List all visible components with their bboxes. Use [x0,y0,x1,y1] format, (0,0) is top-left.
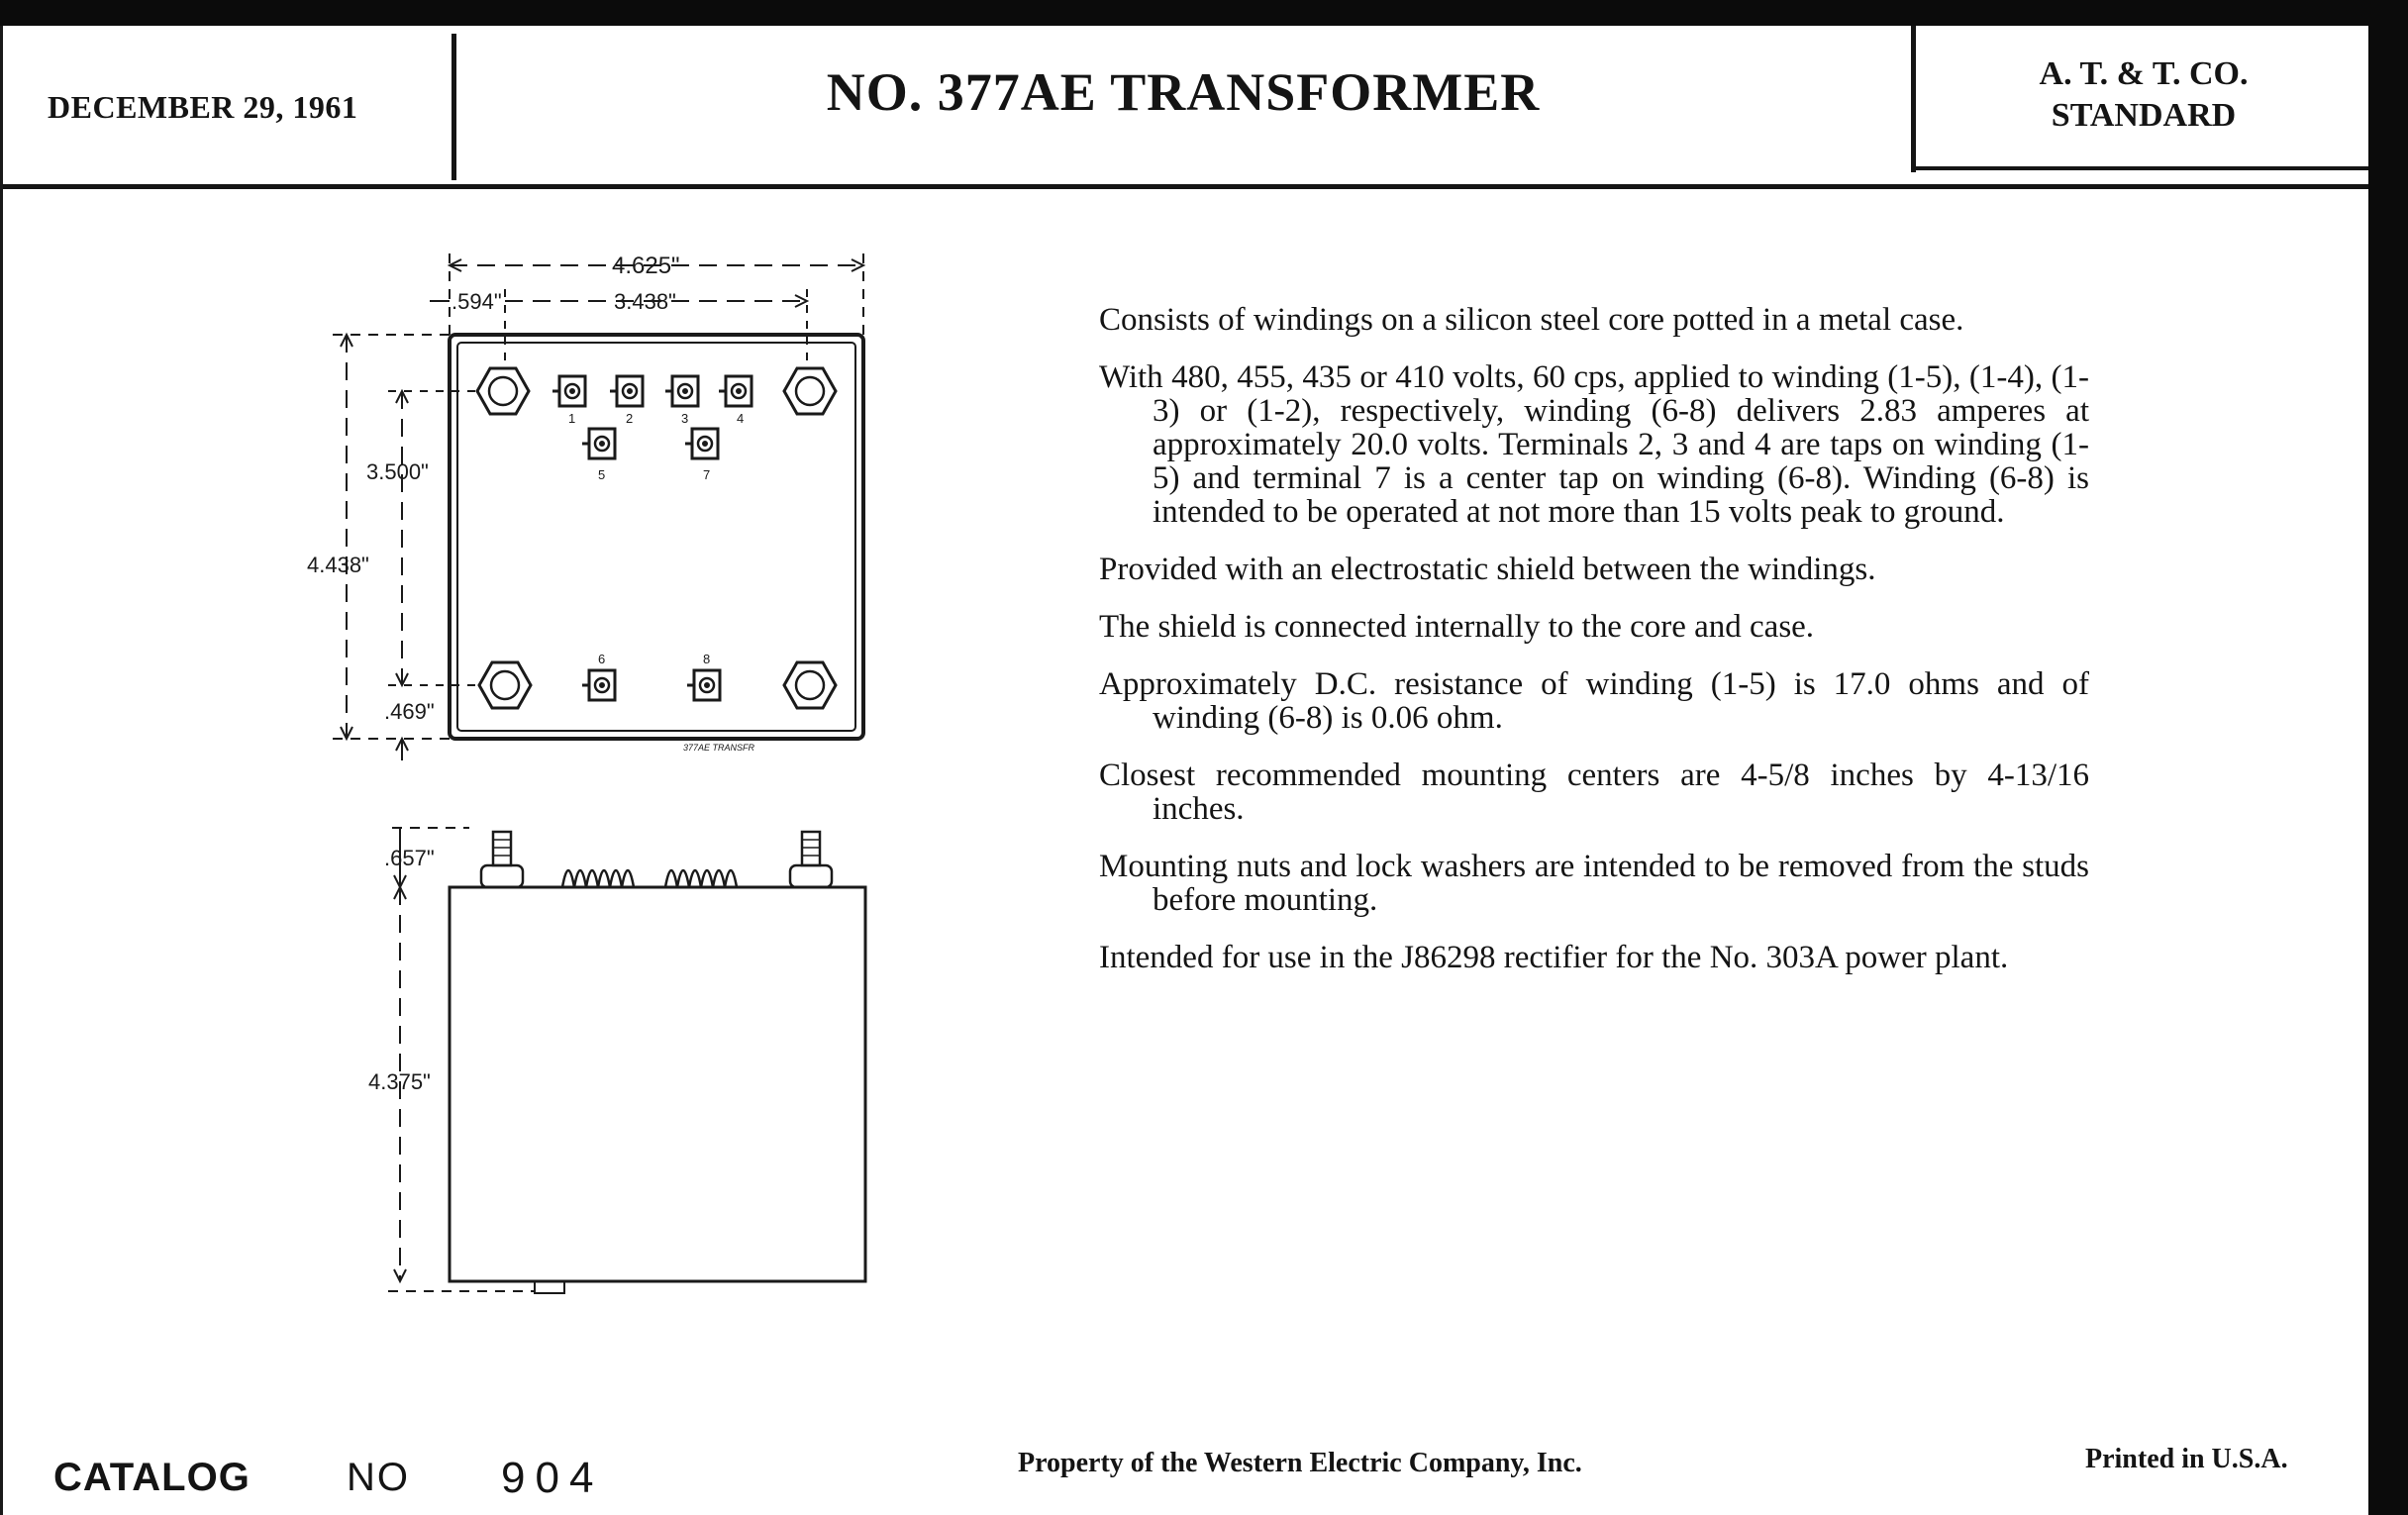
description-paragraph-8: Intended for use in the J86298 rectifier for the No. 303A power plant. [1099,940,2009,975]
description-paragraph-3: Provided with an electrostatic shield between the windings. [1099,552,1876,587]
description-paragraph-7: Mounting nuts and lock washers are intended to be removed from the studs before mounting. [1099,849,2089,918]
case-side-outline [450,887,865,1281]
terminal-4 [719,376,752,406]
description-paragraph-6: Closest recommended mounting centers are 4-5/8 inches by 4-13/16 inches. [1099,758,2089,827]
dim-centers-height: 3.500" [366,459,429,484]
description-paragraph-1: Consists of windings on a silicon steel core potted in a metal case. [1099,302,1964,338]
mounting-stud-top-left [477,368,529,414]
mounting-stud-bottom-right [784,662,836,708]
catalog-label: CATALOG [53,1456,251,1499]
page-title: NO. 377AE TRANSFORMER [826,62,1541,122]
terminal-label-8: 8 [703,652,711,666]
catalog-number: 904 [501,1454,604,1502]
terminal-label-4: 4 [737,411,745,426]
terminal-label-1: 1 [568,411,576,426]
standard-line-1: A. T. & T. CO. [2039,55,2249,92]
terminal-5 [582,429,615,458]
side-view [388,828,865,1293]
case-marking: 377AE TRANSFR [683,743,755,753]
terminal-label-3: 3 [681,411,689,426]
description-paragraph-5: Approximately D.C. resistance of winding (1-5) is 17.0 ohms and of winding (6-8) is 0.06 ohm. [1099,666,2089,736]
description-paragraph-4: The shield is connected internally to the core and case. [1099,609,1815,645]
terminal-3 [665,376,698,406]
dim-overall-width: 4.625" [612,252,680,279]
terminal-label-5: 5 [598,467,606,482]
terminal-label-7: 7 [703,467,711,482]
terminal-2 [610,376,643,406]
property-notice: Property of the Western Electric Company, Inc. [1018,1448,1582,1478]
terminal-7 [685,429,718,458]
issue-date: DECEMBER 29, 1961 [48,89,358,125]
dim-bottom-offset: .469" [384,699,435,724]
standard-line-2: STANDARD [2051,97,2237,134]
description [1099,303,2089,998]
terminal-label-6: 6 [598,652,606,666]
dim-case-height: 4.375" [368,1069,431,1094]
dim-stud-height: .657" [384,846,435,870]
printed-notice: Printed in U.S.A. [2085,1444,2288,1474]
dim-centers-width: 3.438" [614,289,676,314]
mounting-stud-bottom-left [479,662,531,708]
terminal-label-2: 2 [626,411,634,426]
top-view [333,253,863,760]
catalog-no-label: NO [347,1456,410,1499]
dim-offset: .594" [452,289,502,314]
terminal-6 [582,670,615,700]
dim-overall-height: 4.438" [307,553,369,577]
mounting-stud-top-right [784,368,836,414]
terminal-1 [552,376,585,406]
description-paragraph-2: With 480, 455, 435 or 410 volts, 60 cps, applied to winding (1-5), (1-4), (1-3) or (1-2), respectively, winding (6-8) delivers 2.83 amperes at approximately 20.0 volts. Terminals 2, 3 and 4 are taps on winding (1-5) and terminal 7 is a center tap on winding (6-8). Winding (6-8) is intended to be operated at not more than 15 volts peak to ground. [1099,359,2089,530]
terminal-8 [687,670,720,700]
